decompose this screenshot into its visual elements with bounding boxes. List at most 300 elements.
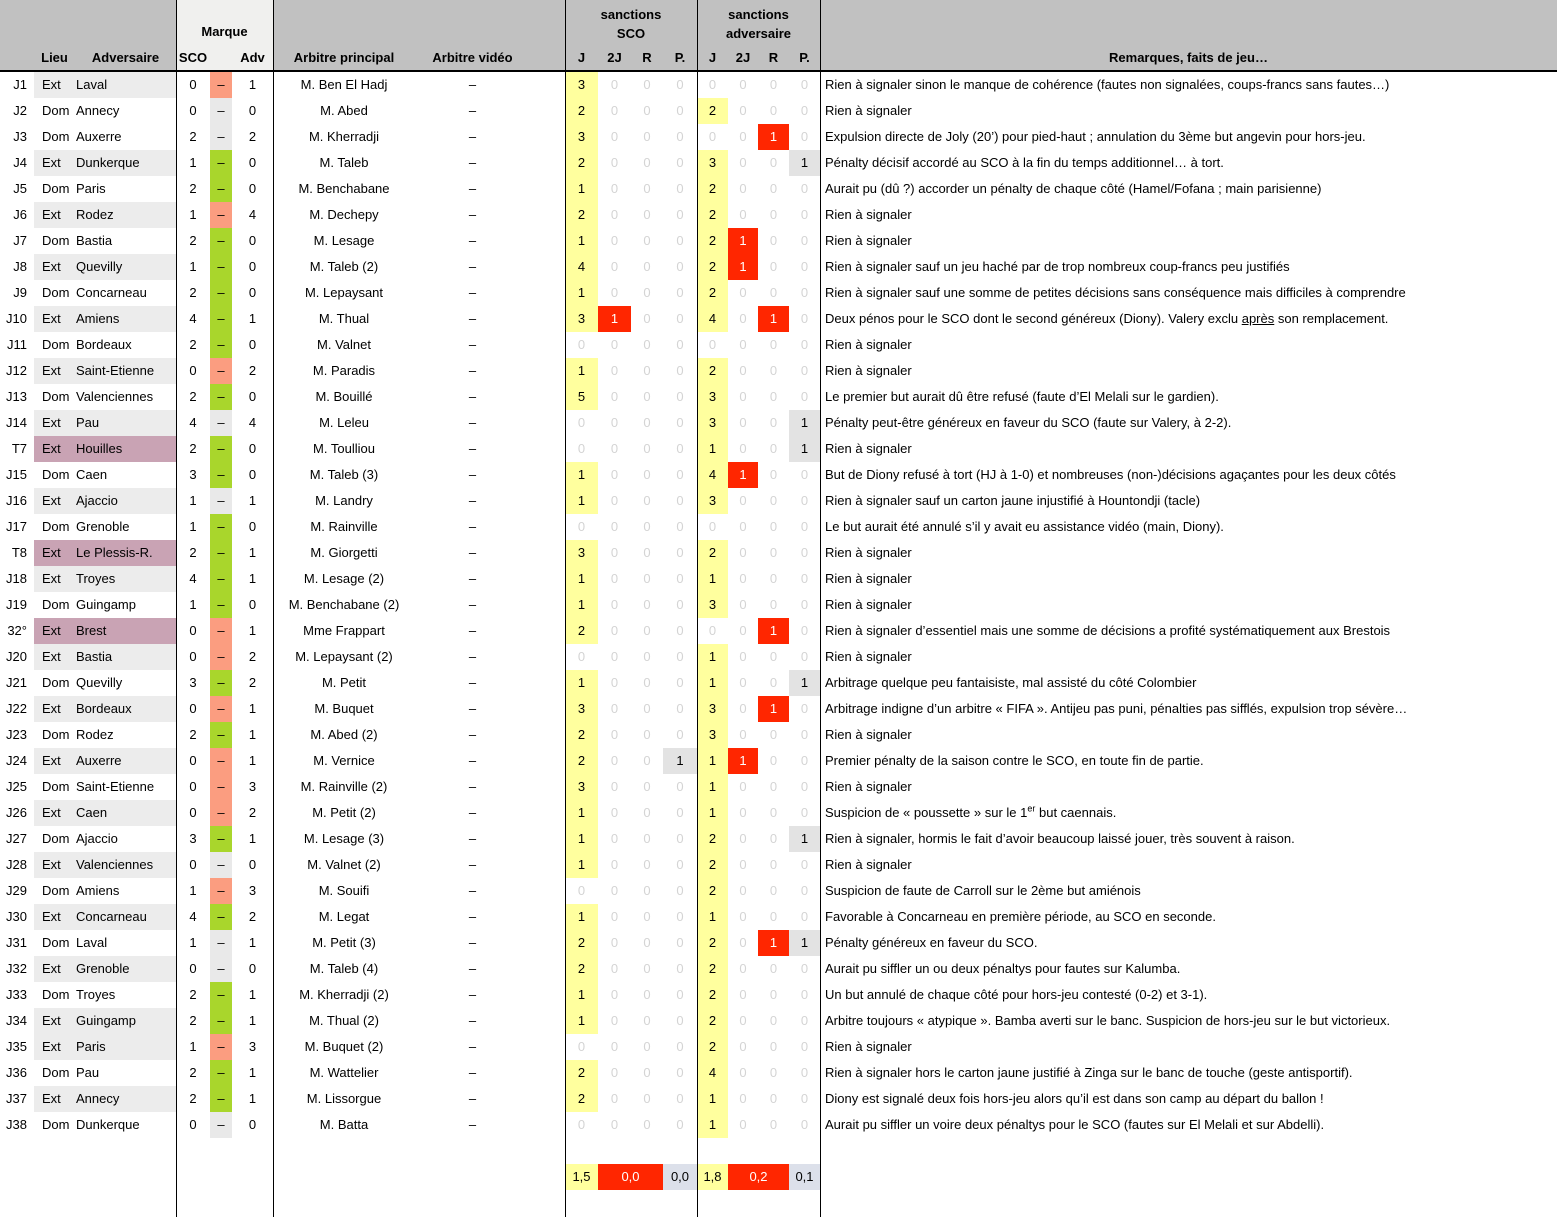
- sanction-sco-2j-cell[interactable]: 0: [610, 103, 619, 118]
- arbitre-video-cell[interactable]: –: [468, 103, 477, 118]
- adversaire-cell[interactable]: Caen: [76, 467, 108, 482]
- lieu-cell[interactable]: Dom: [42, 285, 70, 300]
- adversaire-cell[interactable]: Bastia: [76, 233, 113, 248]
- sanction-sco-j-cell[interactable]: 0: [577, 1117, 586, 1132]
- sanction-sco-j-cell[interactable]: 2: [565, 1086, 598, 1112]
- adversaire-cell[interactable]: Saint-Etienne: [76, 779, 155, 794]
- arbitre-principal-cell[interactable]: M. Lesage: [313, 233, 375, 248]
- score-adv-cell[interactable]: 3: [248, 779, 257, 794]
- sanction-sco-p-cell[interactable]: 0: [676, 519, 684, 534]
- score-adv-cell[interactable]: 1: [248, 987, 257, 1002]
- lieu-cell[interactable]: Dom: [42, 727, 70, 742]
- arbitre-principal-cell[interactable]: M. Dechepy: [309, 207, 379, 222]
- score-separator-cell[interactable]: –: [210, 644, 232, 670]
- remarque-cell[interactable]: Premier pénalty de la saison contre le SCO, en toute fin de partie.: [825, 753, 1204, 768]
- sanction-adv-r-cell[interactable]: 0: [769, 857, 778, 872]
- sanction-adv-p-cell[interactable]: 1: [789, 826, 820, 852]
- remarque-cell[interactable]: Rien à signaler: [825, 1039, 912, 1054]
- matchday-cell[interactable]: J2: [13, 103, 27, 118]
- arbitre-video-cell[interactable]: –: [468, 597, 477, 612]
- sanction-adv-2j-cell[interactable]: 0: [739, 571, 747, 586]
- sanction-sco-p-cell[interactable]: 0: [676, 389, 684, 404]
- sanction-adv-r-cell[interactable]: 0: [769, 597, 778, 612]
- sanction-adv-r-cell[interactable]: 0: [769, 545, 778, 560]
- arbitre-principal-cell[interactable]: M. Abed (2): [310, 727, 378, 742]
- matchday-cell[interactable]: J17: [6, 519, 27, 534]
- sanction-adv-p-cell[interactable]: 0: [800, 597, 809, 612]
- score-separator-cell[interactable]: –: [210, 150, 232, 176]
- adversaire-cell[interactable]: Annecy: [76, 103, 120, 118]
- score-separator-cell[interactable]: –: [210, 332, 232, 358]
- adversaire-cell[interactable]: Houilles: [75, 436, 176, 462]
- sanction-sco-j-cell[interactable]: 1: [565, 462, 598, 488]
- remarque-cell[interactable]: Arbitre toujours « atypique ». Bamba averti sur le banc. Suspicion de hors-jeu sur le but victorieux.: [825, 1013, 1391, 1028]
- sanction-adv-j-cell[interactable]: 3: [697, 410, 728, 436]
- arbitre-video-cell[interactable]: –: [468, 961, 477, 976]
- lieu-cell[interactable]: Dom: [42, 675, 70, 690]
- summary-adv-yellow-avg[interactable]: 1,8: [697, 1164, 728, 1190]
- sanction-sco-p-cell[interactable]: 0: [676, 129, 684, 144]
- remarque-cell[interactable]: Favorable à Concarneau en première période, au SCO en seconde.: [825, 909, 1216, 924]
- sanction-adv-r-cell[interactable]: 0: [769, 181, 778, 196]
- sanction-adv-r-cell[interactable]: 0: [769, 727, 778, 742]
- sanction-adv-2j-cell[interactable]: 0: [739, 103, 747, 118]
- sanction-adv-2j-cell[interactable]: 0: [739, 545, 747, 560]
- sanction-adv-p-cell[interactable]: 0: [800, 493, 809, 508]
- sanction-adv-r-cell[interactable]: 0: [769, 155, 778, 170]
- score-sco-cell[interactable]: 0: [189, 961, 197, 976]
- adversaire-cell[interactable]: Troyes: [75, 566, 176, 592]
- adversaire-cell[interactable]: Auxerre: [76, 129, 122, 144]
- adversaire-cell[interactable]: Paris: [75, 1034, 176, 1060]
- sanction-sco-2j-cell[interactable]: 0: [610, 883, 619, 898]
- sanction-sco-j-cell[interactable]: 3: [565, 540, 598, 566]
- lieu-cell[interactable]: Ext: [34, 540, 75, 566]
- sanction-adv-j-cell[interactable]: 3: [697, 592, 728, 618]
- lieu-cell[interactable]: Dom: [42, 1117, 70, 1132]
- sanction-sco-j-cell[interactable]: 0: [577, 1039, 586, 1054]
- sanction-adv-r-cell[interactable]: 0: [769, 493, 778, 508]
- sanction-sco-r-cell[interactable]: 0: [643, 545, 651, 560]
- sanction-adv-p-cell[interactable]: 0: [800, 701, 809, 716]
- sanction-adv-2j-cell[interactable]: 0: [739, 987, 747, 1002]
- matchday-cell[interactable]: J38: [6, 1117, 27, 1132]
- sanction-adv-2j-cell[interactable]: 0: [739, 363, 747, 378]
- sanction-sco-r-cell[interactable]: 0: [643, 701, 651, 716]
- remarque-cell[interactable]: Le premier but aurait dû être refusé (faute d’El Melali sur le gardien).: [825, 389, 1219, 404]
- adversaire-cell[interactable]: Ajaccio: [76, 831, 118, 846]
- arbitre-video-cell[interactable]: –: [468, 337, 477, 352]
- remarque-cell[interactable]: Expulsion directe de Joly (20’) pour pied-haut ; annulation du 3ème but angevin pour hors-jeu.: [825, 129, 1366, 144]
- remarque-cell[interactable]: Aurait pu (dû ?) accorder un pénalty de chaque côté (Hamel/Fofana ; main parisienne): [825, 181, 1322, 196]
- sanction-sco-p-cell[interactable]: 0: [676, 805, 684, 820]
- adversaire-cell[interactable]: Dunkerque: [75, 150, 176, 176]
- sanction-sco-p-cell[interactable]: 0: [676, 467, 684, 482]
- remarque-cell[interactable]: Rien à signaler: [825, 571, 912, 586]
- score-adv-cell[interactable]: 1: [248, 311, 257, 326]
- sanction-adv-j-cell[interactable]: 2: [697, 358, 728, 384]
- score-separator-cell[interactable]: –: [210, 384, 232, 410]
- sanction-adv-j-cell[interactable]: 2: [697, 982, 728, 1008]
- score-adv-cell[interactable]: 3: [248, 1039, 257, 1054]
- sanction-sco-p-cell[interactable]: 0: [676, 909, 684, 924]
- score-separator-cell[interactable]: –: [210, 280, 232, 306]
- sanction-sco-r-cell[interactable]: 0: [643, 805, 651, 820]
- sanction-adv-j-cell[interactable]: 0: [708, 623, 717, 638]
- sanction-sco-j-cell[interactable]: 2: [565, 618, 598, 644]
- arbitre-principal-cell[interactable]: M. Benchabane: [298, 181, 390, 196]
- arbitre-principal-cell[interactable]: M. Landry: [315, 493, 373, 508]
- summary-sco-penalty-avg[interactable]: 0,0: [663, 1164, 697, 1190]
- score-adv-cell[interactable]: 0: [248, 285, 257, 300]
- score-sco-cell[interactable]: 2: [189, 727, 197, 742]
- score-adv-cell[interactable]: 2: [248, 675, 257, 690]
- lieu-cell[interactable]: Ext: [34, 306, 75, 332]
- sanction-sco-p-cell[interactable]: 0: [676, 493, 684, 508]
- sanction-sco-p-cell[interactable]: 0: [676, 779, 684, 794]
- score-separator-cell[interactable]: –: [210, 358, 232, 384]
- matchday-cell[interactable]: J21: [6, 675, 27, 690]
- arbitre-principal-cell[interactable]: M. Paradis: [312, 363, 376, 378]
- sanction-sco-2j-cell[interactable]: 0: [610, 597, 619, 612]
- sanction-sco-p-cell[interactable]: 0: [676, 571, 684, 586]
- score-separator-cell[interactable]: –: [210, 878, 232, 904]
- sanction-sco-j-cell[interactable]: 3: [565, 696, 598, 722]
- adversaire-cell[interactable]: Valenciennes: [75, 852, 176, 878]
- sanction-sco-p-cell[interactable]: 1: [663, 748, 697, 774]
- remarque-cell[interactable]: But de Diony refusé à tort (HJ à 1-0) et nombreuses (non-)décisions agaçantes pour les deux côtés: [825, 467, 1396, 482]
- sanction-sco-j-cell[interactable]: 1: [565, 566, 598, 592]
- score-sco-cell[interactable]: 1: [189, 493, 197, 508]
- arbitre-video-cell[interactable]: –: [468, 363, 477, 378]
- score-separator-cell[interactable]: –: [210, 514, 232, 540]
- sanction-sco-2j-cell[interactable]: 0: [610, 857, 619, 872]
- score-sco-cell[interactable]: 0: [189, 623, 197, 638]
- score-sco-cell[interactable]: 4: [189, 571, 197, 586]
- arbitre-video-cell[interactable]: –: [468, 129, 477, 144]
- sanction-sco-r-cell[interactable]: 0: [643, 311, 651, 326]
- summary-sco-yellow-avg[interactable]: 1,5: [565, 1164, 598, 1190]
- sanction-sco-2j-cell[interactable]: 0: [610, 935, 619, 950]
- sanction-sco-r-cell[interactable]: 0: [643, 363, 651, 378]
- sanction-sco-r-cell[interactable]: 0: [643, 155, 651, 170]
- lieu-cell[interactable]: Dom: [42, 181, 70, 196]
- arbitre-principal-cell[interactable]: M. Petit (3): [312, 935, 376, 950]
- score-sco-cell[interactable]: 1: [189, 935, 197, 950]
- matchday-cell[interactable]: J18: [6, 571, 27, 586]
- sanction-adv-2j-cell[interactable]: 0: [739, 1013, 747, 1028]
- arbitre-video-cell[interactable]: –: [468, 675, 477, 690]
- lieu-cell[interactable]: Ext: [34, 254, 75, 280]
- sanction-sco-2j-cell[interactable]: 0: [610, 1039, 619, 1054]
- sanction-sco-r-cell[interactable]: 0: [643, 415, 651, 430]
- lieu-cell[interactable]: Ext: [34, 696, 75, 722]
- arbitre-principal-cell[interactable]: M. Legat: [318, 909, 370, 924]
- sanction-sco-j-cell[interactable]: 1: [565, 826, 598, 852]
- sanction-sco-j-cell[interactable]: 0: [577, 519, 586, 534]
- arbitre-video-cell[interactable]: –: [468, 571, 477, 586]
- score-adv-cell[interactable]: 0: [248, 389, 257, 404]
- score-sco-cell[interactable]: 2: [189, 545, 197, 560]
- matchday-cell[interactable]: J10: [6, 311, 27, 326]
- sanction-sco-p-cell[interactable]: 0: [676, 987, 684, 1002]
- sanction-sco-r-cell[interactable]: 0: [643, 857, 651, 872]
- sanction-sco-r-cell[interactable]: 0: [643, 675, 651, 690]
- lieu-cell[interactable]: Dom: [42, 389, 70, 404]
- adversaire-cell[interactable]: Troyes: [76, 987, 116, 1002]
- sanction-adv-r-cell[interactable]: 0: [769, 77, 778, 92]
- sanction-sco-r-cell[interactable]: 0: [643, 285, 651, 300]
- score-separator-cell[interactable]: –: [210, 566, 232, 592]
- sanction-adv-p-cell[interactable]: 0: [800, 779, 809, 794]
- score-sco-cell[interactable]: 2: [189, 987, 197, 1002]
- sanction-sco-r-cell[interactable]: 0: [643, 519, 651, 534]
- sanction-sco-2j-cell[interactable]: 0: [610, 415, 619, 430]
- arbitre-principal-cell[interactable]: M. Taleb (3): [309, 467, 379, 482]
- remarque-cell[interactable]: Rien à signaler sauf une somme de petites décisions sans conséquence mais difficiles à comprendre: [825, 285, 1406, 300]
- matchday-cell[interactable]: J25: [6, 779, 27, 794]
- sanction-adv-j-cell[interactable]: 3: [697, 488, 728, 514]
- lieu-cell[interactable]: Ext: [34, 956, 75, 982]
- sanction-adv-2j-cell[interactable]: 0: [739, 1117, 747, 1132]
- sanction-sco-2j-cell[interactable]: 0: [610, 77, 619, 92]
- sanction-sco-j-cell[interactable]: 2: [565, 150, 598, 176]
- arbitre-video-cell[interactable]: –: [468, 467, 477, 482]
- sanction-adv-j-cell[interactable]: 3: [697, 150, 728, 176]
- arbitre-principal-cell[interactable]: M. Vernice: [313, 753, 375, 768]
- adversaire-cell[interactable]: Quevilly: [76, 675, 123, 690]
- score-adv-cell[interactable]: 2: [248, 129, 257, 144]
- sanction-adv-2j-cell[interactable]: 0: [739, 935, 747, 950]
- arbitre-video-cell[interactable]: –: [468, 77, 477, 92]
- sanction-adv-p-cell[interactable]: 0: [800, 909, 809, 924]
- sanction-adv-j-cell[interactable]: 2: [697, 878, 728, 904]
- sanction-adv-p-cell[interactable]: 0: [800, 571, 809, 586]
- adversaire-cell[interactable]: Amiens: [76, 883, 120, 898]
- sanction-sco-j-cell[interactable]: 3: [565, 774, 598, 800]
- adversaire-cell[interactable]: Laval: [75, 72, 176, 98]
- sanction-sco-r-cell[interactable]: 0: [643, 103, 651, 118]
- sanction-sco-2j-cell[interactable]: 0: [610, 389, 619, 404]
- adversaire-cell[interactable]: Concarneau: [76, 285, 147, 300]
- sanction-sco-r-cell[interactable]: 0: [643, 467, 651, 482]
- arbitre-video-cell[interactable]: –: [468, 155, 477, 170]
- score-adv-cell[interactable]: 1: [248, 623, 257, 638]
- sanction-sco-2j-cell[interactable]: 0: [610, 181, 619, 196]
- sanction-adv-p-cell[interactable]: 0: [800, 103, 809, 118]
- adversaire-cell[interactable]: Guingamp: [75, 1008, 176, 1034]
- sanction-adv-2j-cell[interactable]: 0: [739, 311, 747, 326]
- sanction-sco-j-cell[interactable]: 2: [565, 98, 598, 124]
- sanction-sco-2j-cell[interactable]: 0: [610, 441, 619, 456]
- sanction-adv-r-cell[interactable]: 0: [769, 805, 778, 820]
- sanction-sco-2j-cell[interactable]: 0: [610, 155, 619, 170]
- lieu-cell[interactable]: Ext: [34, 1086, 75, 1112]
- sanction-sco-j-cell[interactable]: 0: [577, 883, 586, 898]
- sanction-sco-2j-cell[interactable]: 0: [610, 519, 619, 534]
- sanction-adv-2j-cell[interactable]: 0: [739, 181, 747, 196]
- sanction-sco-2j-cell[interactable]: 0: [610, 701, 619, 716]
- arbitre-video-cell[interactable]: –: [468, 649, 477, 664]
- score-separator-cell[interactable]: –: [210, 1112, 232, 1138]
- lieu-cell[interactable]: Ext: [34, 72, 75, 98]
- arbitre-video-cell[interactable]: –: [468, 623, 477, 638]
- sanction-sco-r-cell[interactable]: 0: [643, 961, 651, 976]
- sanction-sco-r-cell[interactable]: 0: [643, 987, 651, 1002]
- score-adv-cell[interactable]: 1: [248, 1065, 257, 1080]
- score-separator-cell[interactable]: –: [210, 904, 232, 930]
- sanction-adv-r-cell[interactable]: 0: [769, 831, 778, 846]
- sanction-adv-r-cell[interactable]: 0: [769, 389, 778, 404]
- sanction-sco-r-cell[interactable]: 0: [643, 77, 651, 92]
- remarque-cell[interactable]: Suspicion de faute de Carroll sur le 2ème but amiénois: [825, 883, 1141, 898]
- matchday-cell[interactable]: J9: [13, 285, 27, 300]
- score-adv-cell[interactable]: 2: [248, 363, 257, 378]
- sanction-sco-p-cell[interactable]: 0: [676, 1091, 684, 1106]
- sanction-adv-2j-cell[interactable]: 0: [739, 441, 747, 456]
- sanction-adv-2j-cell[interactable]: 0: [739, 649, 747, 664]
- score-separator-cell[interactable]: –: [210, 176, 232, 202]
- score-separator-cell[interactable]: –: [210, 982, 232, 1008]
- sanction-sco-p-cell[interactable]: 0: [676, 155, 684, 170]
- lieu-cell[interactable]: Ext: [34, 1008, 75, 1034]
- score-adv-cell[interactable]: 1: [248, 1013, 257, 1028]
- score-sco-cell[interactable]: 4: [189, 311, 197, 326]
- adversaire-cell[interactable]: Pau: [75, 410, 176, 436]
- arbitre-principal-cell[interactable]: M. Petit: [321, 675, 367, 690]
- remarque-cell[interactable]: Rien à signaler, hormis le fait d’avoir beaucoup laissé jouer, très souvent à raison.: [825, 831, 1295, 846]
- score-separator-cell[interactable]: –: [210, 722, 232, 748]
- lieu-cell[interactable]: Dom: [42, 883, 70, 898]
- sanction-adv-r-cell[interactable]: 1: [758, 930, 789, 956]
- matchday-cell[interactable]: J29: [6, 883, 27, 898]
- sanction-adv-r-cell[interactable]: 0: [769, 675, 778, 690]
- sanction-adv-2j-cell[interactable]: 0: [739, 961, 747, 976]
- matchday-cell[interactable]: J24: [6, 753, 27, 768]
- sanction-sco-r-cell[interactable]: 0: [643, 207, 651, 222]
- arbitre-video-cell[interactable]: –: [468, 779, 477, 794]
- arbitre-video-cell[interactable]: –: [468, 311, 477, 326]
- score-adv-cell[interactable]: 1: [248, 545, 257, 560]
- sanction-sco-2j-cell[interactable]: 0: [610, 467, 619, 482]
- score-sco-cell[interactable]: 2: [189, 1013, 197, 1028]
- lieu-cell[interactable]: Dom: [42, 129, 70, 144]
- matchday-cell[interactable]: T8: [11, 545, 27, 560]
- sanction-sco-j-cell[interactable]: 1: [565, 670, 598, 696]
- matchday-cell[interactable]: 32°: [7, 623, 27, 638]
- score-adv-cell[interactable]: 0: [248, 441, 257, 456]
- remarque-cell[interactable]: Rien à signaler d’essentiel mais une somme de décisions a profité systématiquement aux Brestois: [825, 623, 1391, 638]
- score-sco-cell[interactable]: 0: [189, 649, 197, 664]
- remarque-cell[interactable]: Rien à signaler: [825, 233, 912, 248]
- sanction-adv-2j-cell[interactable]: 0: [739, 909, 747, 924]
- sanction-adv-p-cell[interactable]: 0: [800, 259, 809, 274]
- sanction-sco-p-cell[interactable]: 0: [676, 857, 684, 872]
- sanction-adv-j-cell[interactable]: 2: [697, 956, 728, 982]
- lieu-cell[interactable]: Dom: [42, 935, 70, 950]
- sanction-sco-2j-cell[interactable]: 0: [610, 805, 619, 820]
- adversaire-cell[interactable]: Auxerre: [75, 748, 176, 774]
- matchday-cell[interactable]: J5: [13, 181, 27, 196]
- sanction-adv-r-cell[interactable]: 0: [769, 1065, 778, 1080]
- remarque-cell[interactable]: Rien à signaler: [825, 207, 912, 222]
- sanction-adv-p-cell[interactable]: 0: [800, 623, 809, 638]
- adversaire-cell[interactable]: Bastia: [75, 644, 176, 670]
- score-sco-cell[interactable]: 2: [189, 1091, 197, 1106]
- score-adv-cell[interactable]: 0: [248, 259, 257, 274]
- score-sco-cell[interactable]: 0: [189, 753, 197, 768]
- arbitre-video-cell[interactable]: –: [468, 727, 477, 742]
- sanction-adv-p-cell[interactable]: 0: [800, 1117, 809, 1132]
- score-adv-cell[interactable]: 0: [248, 1117, 257, 1132]
- arbitre-video-cell[interactable]: –: [468, 857, 477, 872]
- score-adv-cell[interactable]: 0: [248, 857, 257, 872]
- sanction-sco-j-cell[interactable]: 2: [565, 748, 598, 774]
- sanction-sco-2j-cell[interactable]: 0: [610, 493, 619, 508]
- sanction-adv-2j-cell[interactable]: 1: [728, 462, 758, 488]
- sanction-adv-j-cell[interactable]: 1: [697, 1112, 728, 1138]
- sanction-sco-2j-cell[interactable]: 0: [610, 987, 619, 1002]
- sanction-sco-p-cell[interactable]: 0: [676, 597, 684, 612]
- arbitre-video-cell[interactable]: –: [468, 519, 477, 534]
- lieu-cell[interactable]: Dom: [42, 337, 70, 352]
- sanction-adv-r-cell[interactable]: 0: [769, 337, 778, 352]
- sanction-adv-p-cell[interactable]: 0: [800, 77, 809, 92]
- score-separator-cell[interactable]: –: [210, 748, 232, 774]
- sanction-adv-r-cell[interactable]: 0: [769, 519, 778, 534]
- score-sco-cell[interactable]: 0: [189, 779, 197, 794]
- sanction-sco-p-cell[interactable]: 0: [676, 883, 684, 898]
- score-separator-cell[interactable]: –: [210, 228, 232, 254]
- score-sco-cell[interactable]: 3: [189, 675, 197, 690]
- lieu-cell[interactable]: Dom: [42, 1065, 70, 1080]
- arbitre-video-cell[interactable]: –: [468, 831, 477, 846]
- score-sco-cell[interactable]: 1: [189, 207, 197, 222]
- sanction-sco-2j-cell[interactable]: 0: [610, 753, 619, 768]
- sanction-adv-p-cell[interactable]: 0: [800, 389, 809, 404]
- sanction-adv-j-cell[interactable]: 0: [708, 519, 717, 534]
- remarque-cell[interactable]: Aurait pu siffler un ou deux pénaltys pour fautes sur Kalumba.: [825, 961, 1181, 976]
- sanction-adv-2j-cell[interactable]: 0: [739, 623, 747, 638]
- sanction-adv-r-cell[interactable]: 1: [758, 618, 789, 644]
- arbitre-principal-cell[interactable]: M. Wattelier: [309, 1065, 379, 1080]
- sanction-sco-j-cell[interactable]: 0: [577, 441, 586, 456]
- sanction-adv-p-cell[interactable]: 0: [800, 363, 809, 378]
- sanction-sco-j-cell[interactable]: 1: [565, 592, 598, 618]
- sanction-sco-2j-cell[interactable]: 0: [610, 649, 619, 664]
- arbitre-video-cell[interactable]: –: [468, 233, 477, 248]
- arbitre-video-cell[interactable]: –: [468, 207, 477, 222]
- remarque-cell[interactable]: Rien à signaler: [825, 363, 912, 378]
- sanction-adv-p-cell[interactable]: 0: [800, 519, 809, 534]
- lieu-cell[interactable]: Ext: [34, 800, 75, 826]
- matchday-cell[interactable]: J13: [6, 389, 27, 404]
- arbitre-principal-cell[interactable]: M. Valnet (2): [307, 857, 381, 872]
- arbitre-video-cell[interactable]: –: [468, 259, 477, 274]
- score-sco-cell[interactable]: 1: [189, 597, 197, 612]
- matchday-cell[interactable]: J33: [6, 987, 27, 1002]
- sanction-adv-p-cell[interactable]: 0: [800, 337, 809, 352]
- sanction-sco-p-cell[interactable]: 0: [676, 103, 684, 118]
- sanction-adv-j-cell[interactable]: 1: [697, 904, 728, 930]
- arbitre-video-cell[interactable]: –: [468, 1013, 477, 1028]
- score-separator-cell[interactable]: –: [210, 124, 232, 150]
- sanction-adv-p-cell[interactable]: 0: [800, 467, 809, 482]
- arbitre-principal-cell[interactable]: M. Thual: [318, 311, 370, 326]
- sanction-sco-j-cell[interactable]: 1: [565, 358, 598, 384]
- lieu-cell[interactable]: Dom: [42, 103, 70, 118]
- sanction-sco-2j-cell[interactable]: 0: [610, 363, 619, 378]
